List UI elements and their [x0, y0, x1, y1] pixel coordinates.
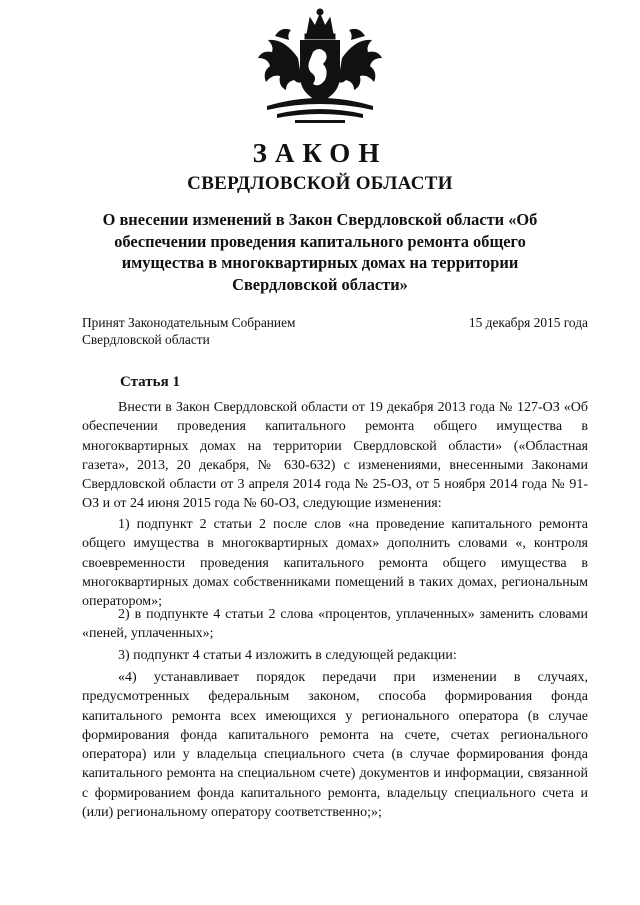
- article-intro-paragraph: Внести в Закон Свердловской области от 19 декабря 2013 года № 127-ОЗ «Об обеспечении проведения капитального ремонта общего имущества в многоквартирных домах на территории Свердловской области» («Областная газета», 2013, 20 декабря, № 630-632) с изменениями, внесенными Законами Свердловской области от 3 апреля 2014 года № 25-ОЗ, от 5 ноября 2014 года № 91-ОЗ и от 24 июня 2015 года № 60-ОЗ, следующие изменения:: [82, 400, 588, 512]
- amendment-item-3-quote: «4) устанавливает порядок передачи при изменении в случаях, предусмотренных федеральным законом, способа формирования фонда капитального ремонта всех имеющихся у регионального оператора (в случае формирования фонда капитального ремонта на счете, счетах регионального оператора) или у владельца специального счета (в случае формирования фонда капитального ремонта на специальном счете) документов и информации, связанной с формированием фонда капитального ремонта, владельцу специального счета и (или) региональному оператору соответственно;»;: [82, 670, 588, 821]
- coat-of-arms-emblem: [255, 6, 385, 124]
- amendment-item-3: 3) подпункт 4 статьи 4 изложить в следующей редакции:: [118, 648, 457, 663]
- adoption-date: 15 декабря 2015 года: [468, 315, 588, 330]
- law-title: О внесении изменений в Закон Свердловской области «Об обеспечении проведения капитального ремонта общего имущества в многоквартирных домах на территории Свердловской области»: [102, 210, 538, 294]
- adopted-by-text: Принят Законодательным Собранием Свердловской области: [82, 315, 296, 347]
- document-type-title: ЗАКОН: [252, 138, 388, 168]
- amendment-item-2: 2) в подпункте 4 статьи 2 слова «процентов, уплаченных» заменить словами «пеней, уплаченных»;: [82, 607, 588, 642]
- article-heading: Статья 1: [120, 374, 180, 390]
- amendment-item-1: 1) подпункт 2 статьи 2 после слов «на проведение капитального ремонта общего имущества в многоквартирных домах» дополнить словами «, контроля своевременности проведения капитального ремонта общего имущества в многоквартирных домах собственниками помещений в таких домах, региональным оператором»;: [82, 517, 588, 610]
- region-subtitle: СВЕРДЛОВСКОЙ ОБЛАСТИ: [187, 173, 453, 194]
